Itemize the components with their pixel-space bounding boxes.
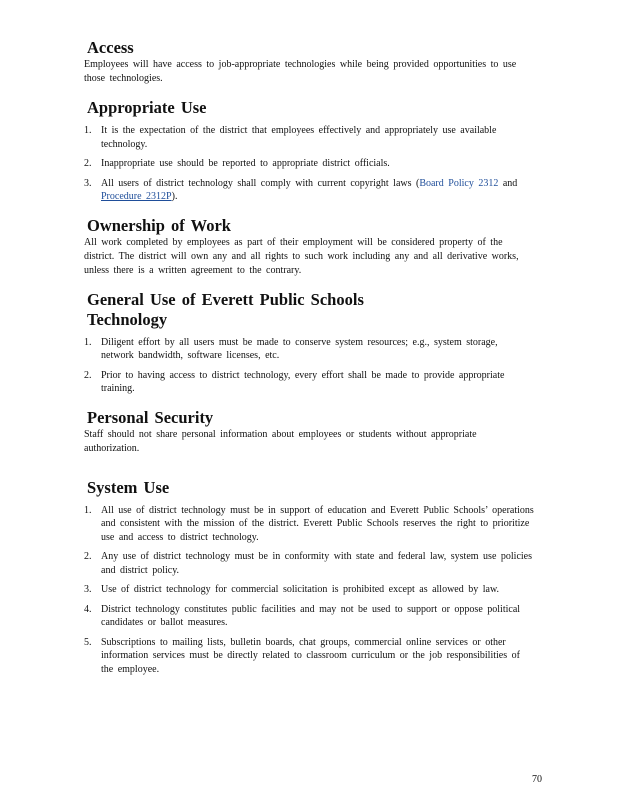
- procedure-link[interactable]: Procedure 2312P: [101, 191, 172, 202]
- section-appropriate-use: [84, 98, 534, 204]
- list-item: 3. Use of district technology for commercial solicitation is prohibited except as allowed by law.: [84, 584, 500, 595]
- section-access: [84, 38, 534, 86]
- document-page: [84, 38, 534, 688]
- section-personal-security: [84, 408, 534, 456]
- board-policy-link[interactable]: Board Policy 2312: [419, 177, 499, 189]
- general-use-list: [84, 336, 534, 396]
- section-system-use: [84, 478, 534, 677]
- section-general-use: [84, 290, 424, 330]
- section-heading-appropriate-use: Appropriate Use: [87, 98, 207, 117]
- system-use-list: [84, 504, 534, 677]
- list-item: 1. It is the expectation of the district that employees effectively and appropriately use available technology.: [84, 125, 497, 150]
- page-number: 70: [532, 774, 542, 785]
- list-item: 4. District technology constitutes public facilities and may not be used to support or oppose political candidates or ballot measures.: [84, 603, 521, 628]
- appropriate-use-list: [84, 124, 534, 204]
- section-heading-ownership: Ownership of Work: [87, 215, 231, 235]
- list-item: 1. Diligent effort by all users must be made to conserve system resources; e.g., system storage, network bandwidth, software licenses, etc.: [84, 336, 498, 361]
- list-item: 2. Inappropriate use should be reported to appropriate district officials.: [84, 158, 390, 169]
- section-ownership: [84, 216, 534, 278]
- section-general-use-list-wrap: [84, 336, 534, 396]
- list-item: 1. All use of district technology must be in support of education and Everett Public Schools’ operations and consistent with the mission of the district. Everett Public Schools reserves the right to prioritize use and access to district technology.: [84, 504, 534, 543]
- section-paragraph-personal-security: Staff should not share personal information about employees or students without appropriate authorization.: [84, 428, 477, 454]
- section-heading-general-use: General Use of Everett Public Schools Technology: [87, 289, 364, 329]
- section-heading-access: Access: [87, 38, 134, 57]
- list-item: 2. Prior to having access to district technology, every effort shall be made to provide appropriate training.: [84, 369, 505, 394]
- list-item: 2. Any use of district technology must be in conformity with state and federal law, system use policies and district policy.: [84, 551, 532, 576]
- list-item: 3. All users of district technology shall comply with current copyright laws (Board Policy 2312 and Procedure 2312P).: [84, 177, 518, 202]
- section-heading-personal-security: Personal Security: [87, 407, 214, 427]
- list-item: 5. Subscriptions to mailing lists, bulletin boards, chat groups, commercial online services or other information services must be directly related to classroom curriculum or the job responsibilities of the employee.: [84, 636, 520, 675]
- section-paragraph-ownership: All work completed by employees as part of their employment will be considered property of the district. The district will own any and all rights to such work including any and all derivative works, unless there is a written agreement to the contrary.: [84, 236, 519, 276]
- section-paragraph-access: Employees will have access to job-appropriate technologies while being provided opportunities to use those technologies.: [84, 59, 517, 84]
- section-heading-system-use: System Use: [87, 477, 170, 497]
